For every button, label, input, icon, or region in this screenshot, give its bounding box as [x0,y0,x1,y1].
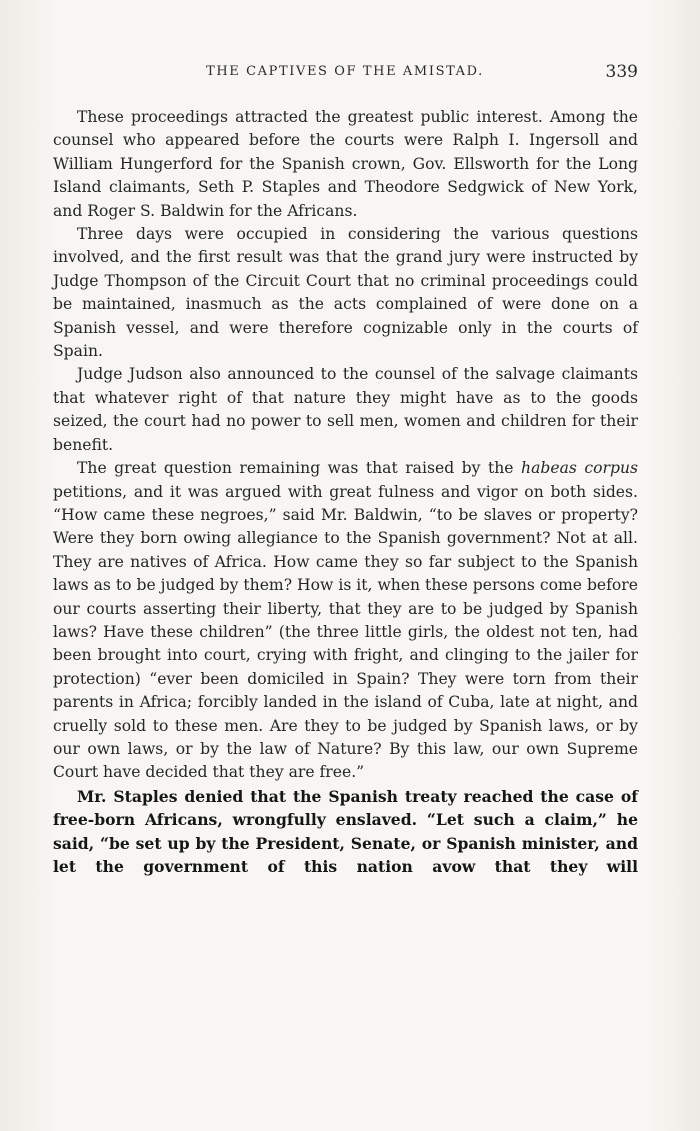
running-title: THE CAPTIVES OF THE AMISTAD. [206,64,484,79]
paragraph-habeas-corpus [53,457,638,785]
page-header [50,62,640,86]
paragraph-grand-jury: Three days were occupied in considering the various questions involved, and the first result was that the grand jury were instructed by Judge Thompson of the Circuit Court that no criminal proceedings could be maintained, inasmuch as the acts complained of were done on a Spanish vessel, and were therefore cognizable only in the courts of Spain. [53,225,638,361]
body-text [53,106,638,878]
paragraph-habeas-corpus-part-1: The great question remaining was that raised by the [77,459,522,478]
paragraph-judge-judson: Judge Judson also announced to the counsel of the salvage claimants that whatever right of that nature they might have as to the goods seized, the court had no power to sell men, women and children for their benefit. [53,365,638,454]
paragraph-habeas-corpus-part-2: petitions, and it was argued with great fulness and vigor on both sides. “How came these negroes,” said Mr. Baldwin, “to be slaves or property? Were they born owing allegiance to the Spanish government? Not at all. They are natives of Africa. How came they so far subject to the Spanish laws as to be judged by them? How is it, when these persons come before our courts asserting their liberty, that they are to be judged by Spanish laws? Have these children” (the three little girls, the oldest not ten, had been brought into court, crying with fright, and clinging to the jailer for protection) “ever been domiciled in Spain? They were torn from their parents in Africa; forcibly landed in the island of Cuba, late at night, and cruelly sold to these men. Are they to be judged by Spanish laws, or by our own laws, or by the law of Nature? By this law, our own Supreme Court have decided that they are free.” [53,482,638,782]
paragraph-staples: Mr. Staples denied that the Spanish treaty reached the case of free-born Africans, wrongfully enslaved. “Let such a claim,” he said, “be set up by the President, Senate, or Spanish minister, and let the government of this nation avow that they will [53,786,638,876]
habeas-corpus-italic: habeas corpus [521,459,638,478]
paragraph-counsel: These proceedings attracted the greatest public interest. Among the counsel who appeared before the courts were Ralph I. Ingersoll and William Hungerford for the Spanish crown, Gov. Ellsworth for the Long Island claimants, Seth P. Staples and Theodore Sedgwick of New York, and Roger S. Baldwin for the Africans. [53,108,638,220]
page-number: 339 [605,62,638,82]
